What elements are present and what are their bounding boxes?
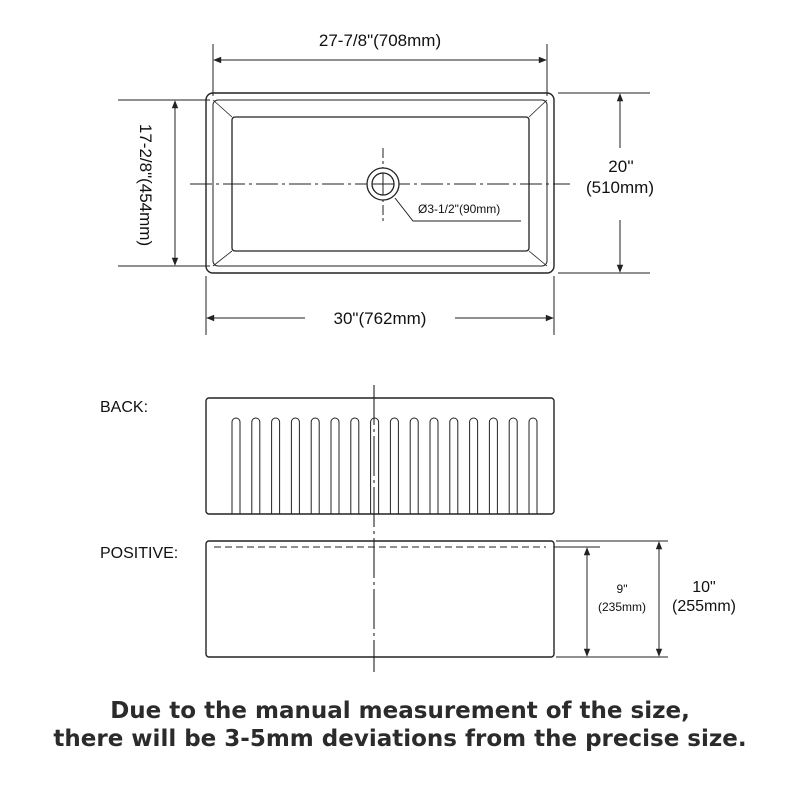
groove xyxy=(291,418,299,514)
outer-depth-inch-label: 20'' xyxy=(608,157,634,176)
groove xyxy=(509,418,517,514)
groove xyxy=(430,418,438,514)
groove xyxy=(450,418,458,514)
back-view-label: BACK: xyxy=(100,399,149,416)
back-panel xyxy=(206,398,554,514)
measurement-note-line2: there will be 3-5mm deviations from the precise size. xyxy=(53,726,747,752)
back-view xyxy=(206,398,554,514)
front-view xyxy=(206,385,668,672)
drain-diameter-label: Ø3-1/2"(90mm) xyxy=(418,202,501,216)
outer-width-label: 30"(762mm) xyxy=(333,309,427,328)
front-panel xyxy=(206,541,554,657)
groove xyxy=(390,418,398,514)
groove xyxy=(232,418,240,514)
outer-depth-mm-label: (510mm) xyxy=(585,178,655,197)
groove xyxy=(371,418,379,514)
inner-height-inch-label: 9" xyxy=(616,582,628,596)
groove xyxy=(489,418,497,514)
groove xyxy=(529,418,537,514)
inner-depth-label: 17-2/8"(454mm) xyxy=(136,123,155,247)
inner-width-label: 27-7/8"(708mm) xyxy=(318,31,442,50)
groove xyxy=(351,418,359,514)
groove xyxy=(252,418,260,514)
groove xyxy=(410,418,418,514)
measurement-note-line1: Due to the manual measurement of the size, xyxy=(110,698,690,724)
back-panel-grooves xyxy=(232,418,537,514)
groove xyxy=(272,418,280,514)
inner-height-mm-label: (235mm) xyxy=(597,600,647,614)
top-view xyxy=(118,44,650,335)
front-view-label: POSITIVE: xyxy=(100,545,179,562)
outer-height-mm-label: (255mm) xyxy=(671,598,737,615)
groove xyxy=(331,418,339,514)
groove xyxy=(311,418,319,514)
groove xyxy=(470,418,478,514)
outer-height-inch-label: 10" xyxy=(692,579,716,596)
